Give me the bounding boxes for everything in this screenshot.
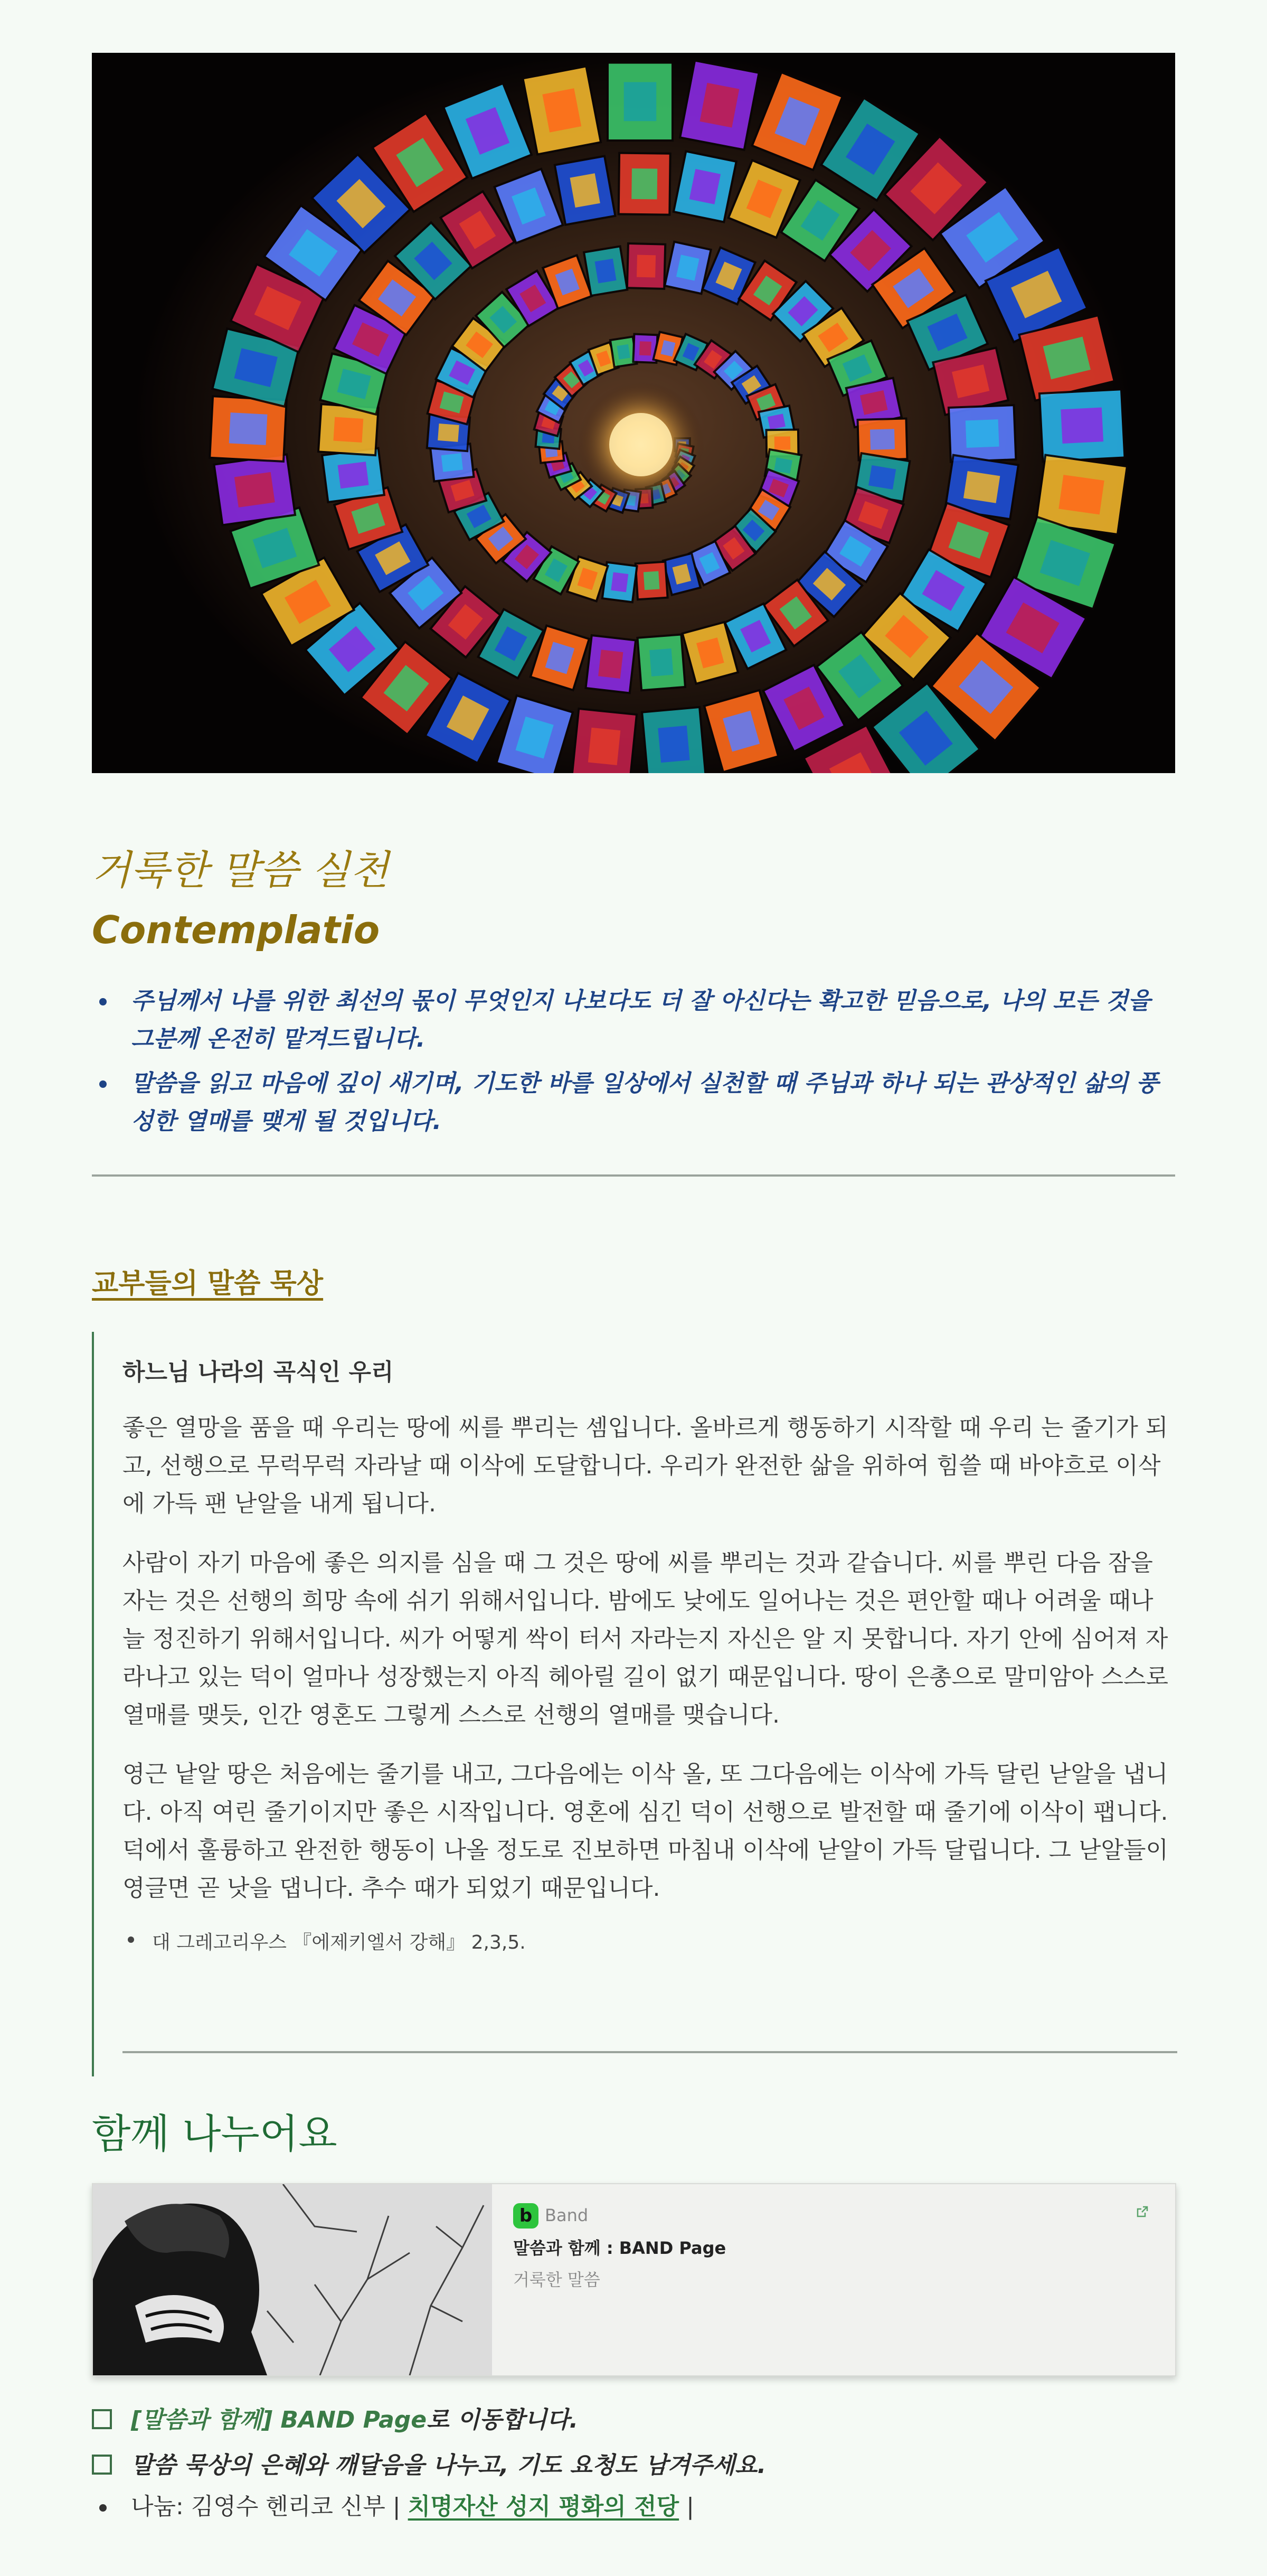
glass-pane-inner [658,726,689,763]
glass-pane-inner [644,571,659,590]
glass-pane-inner [234,472,275,507]
checkbox[interactable] [92,2409,112,2429]
quote-divider [122,2051,1177,2053]
glass-pane-inner [1061,407,1103,444]
glass-pane-inner [588,728,620,765]
meditation-blockquote [92,1332,1177,2076]
card-thumbnail [93,2184,492,2375]
section-title-latin: Contemplatio [92,908,380,952]
glass-pane-inner [774,457,792,474]
external-link-icon[interactable] [1136,2205,1149,2218]
band-logo-icon: b [513,2203,538,2229]
band-link-card[interactable] [92,2183,1176,2376]
glass-pane-inner [1058,475,1104,514]
credit-prefix: 나눔: 김영수 헨리코 신부 | [131,2493,408,2520]
quote-paragraph: 사람이 자기 마음에 좋은 의지를 심을 때 그 것은 땅에 씨를 뿌리는 것과 같습니다. 씨를 뿌린 다음 잠을 자는 것은 선행의 희망 속에 쉬기 위해서입니다. 밤에도 낮에도 일어나는 것은 편안할 때나 어려울 때나 늘 정진하기 위해서입니다. 씨가 어떻게 싹이 터서 자라는지 자신은 알 지 못합니다. 자기 안에 심어져 자라나고 있는 덕이 얼마나 성장했는지 아직 헤아릴 길이 없기 때문입니다. 땅이 은총으로 말미암아 스스로 열매를 맺듯, 인간 영혼도 그렇게 스스로 선행의 열매를 맺습니다. [122,1549,1168,1728]
divider [92,1174,1175,1177]
glass-pane-inner [611,572,628,593]
todo-item [92,2443,1175,2488]
hero-illustration [92,53,1175,773]
quote-paragraph: 영근 낱알 땅은 처음에는 줄기를 내고, 그다음에는 이삭 올, 또 그다음에는 이삭에 가득 달린 낟알을 냅니다. 아직 여린 줄기이지만 좋은 시작입니다. 영혼에 심긴 덕이 선행으로 발전할 때 줄기에 이삭이 팹니다. 덕에서 훌륭하고 완전한 행동이 나올 정도로 진보하면 마침내 이삭에 낟알이 가득 달립니다. 그 낟알들이 영글면 곧 낫을 댑니다. 추수 때가 되었기 때문입니다. [122,1761,1168,1902]
todo-text: 로 이동합니다. [427,2406,579,2433]
glass-pane-inner [649,648,673,676]
glass-pane-inner [639,341,651,355]
card-service-name: Band [545,2205,589,2225]
quote-title: 하느님 나라의 곡식인 우리 [122,1359,394,1386]
shrine-link[interactable]: 치명자산 성지 평화의 전당 [408,2493,679,2520]
glass-pane-inner [438,424,459,442]
quote-body [122,1409,1177,1929]
fathers-meditation-link[interactable]: 교부들의 말씀 묵상 [92,1268,324,1300]
intro-item: 말씀을 읽고 마음에 깊이 새기며, 기도한 바를 일상에서 실천할 때 주님과 하나 되는 관상적인 삶의 풍성한 열매를 맺게 될 것입니다. [92,1065,1175,1141]
glass-pane-inner [338,462,369,488]
glass-pane-inner [870,429,895,449]
quote-source-list [122,1928,526,1954]
glass-pane-inner [441,453,463,472]
band-page-link-text[interactable]: [말씀과 함께] BAND Page [131,2406,427,2433]
glass-pane-inner [229,412,268,445]
todo-text: 말씀 묵상의 은혜와 깨달음을 나누고, 기도 요청도 남겨주세요. [131,2452,767,2479]
share-title: 함께 나누어요 [92,2110,337,2157]
thumbnail-illustration [93,2184,492,2375]
intro-list [92,982,1175,1147]
intro-item: 주님께서 나를 위한 최선의 몫이 무엇인지 나보다도 더 잘 아신다는 확고한 믿음으로, 나의 모든 것을 그분께 온전히 맡겨드립니다. [92,982,1175,1058]
credit-list [92,2484,694,2530]
glass-pane-inner [333,417,363,443]
section-title-korean: 거룩한 말씀 실천 [92,847,389,894]
todo-item [92,2398,1175,2443]
glass-pane-inner [868,465,896,490]
card-title: 말씀과 함께 : BAND Page [513,2238,726,2258]
glass-pane-inner [963,471,1000,503]
glass-pane-inner [624,82,657,121]
todo-list [92,2398,1175,2488]
glass-pane-inner [598,650,623,679]
glass-pane-inner [595,259,617,284]
quote-paragraph: 좋은 열망을 품을 때 우리는 땅에 씨를 뿌리는 셈입니다. 올바르게 행동하기 시작할 때 우리 는 줄기가 되고, 선행으로 무럭무럭 자라날 때 이삭에 도달합니다. 우리가 완전한 삶을 위하여 힘쓸 때 바야흐로 이삭에 가득 팬 낟알을 내게 됩니다. [122,1414,1168,1517]
credit-suffix: | [679,2493,694,2520]
glass-pane-inner [570,173,600,208]
glass-pane-inner [966,419,999,448]
stained-glass-spiral-image [92,53,1175,773]
glass-pane-inner [631,168,657,200]
checkbox[interactable] [92,2455,112,2475]
glass-pane-inner [637,255,656,277]
quote-source: 대 그레고리우스 『에제키엘서 강해』 2,3,5. [122,1928,526,1954]
glass-pane-inner [774,436,791,450]
glass-pane-inner [617,344,630,360]
credit-item [92,2484,694,2530]
card-subtitle: 거룩한 말씀 [513,2270,600,2290]
